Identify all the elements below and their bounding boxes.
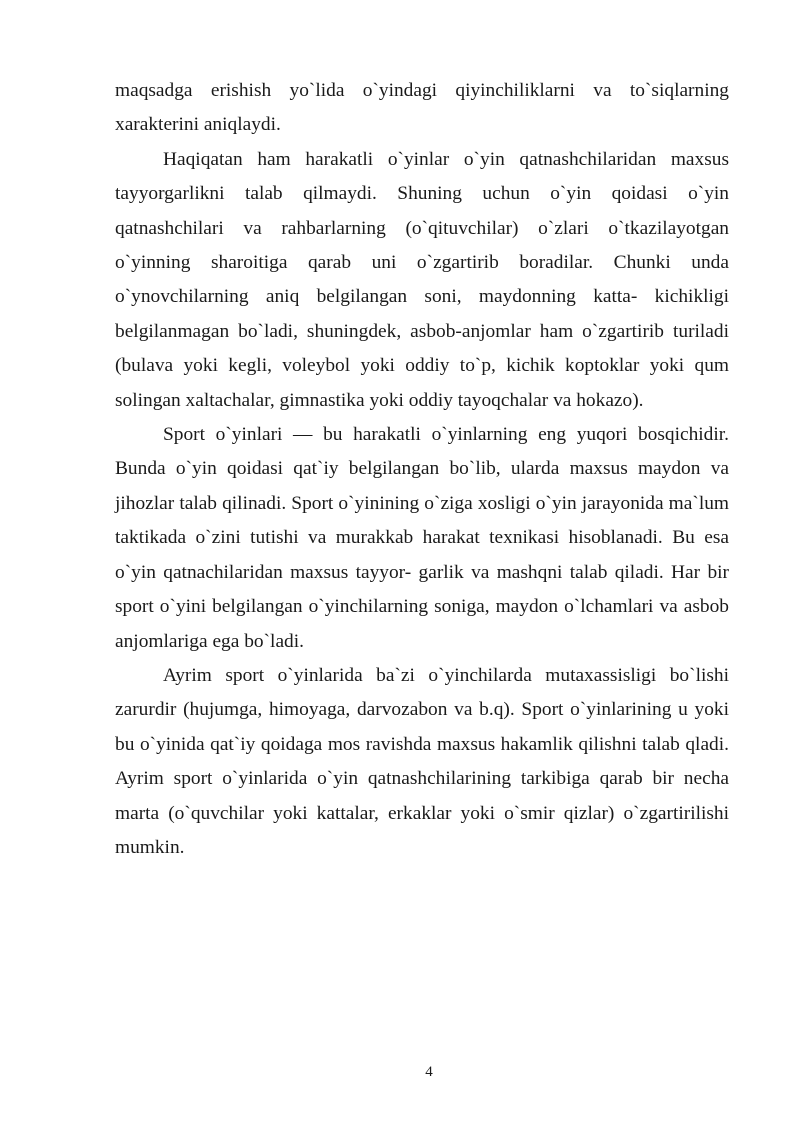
paragraph-sport-oyinlari: Sport o`yinlari — bu harakatli o`yinlarning eng yuqori bosqichidir. Bunda o`yin qoidasi qat`iy belgilangan bo`lib, ularda maxsus maydon va jihozlar talab qilinadi. Sport o`yinining o`ziga xosligi o`yin jarayonida ma`lum taktikada o`zini tutishi va murakkab harakat texnikasi hisoblanadi. Bu esa o`yin qatnachilaridan maxsus tayyor- garlik va mashqni talab qiladi. Har bir sport o`yini belgilangan o`yinchilarning soniga, maydon o`lchamlari va asbob anjomlariga ega bo`ladi. bbox=[115, 424, 729, 652]
body-text bbox=[115, 74, 729, 865]
paragraph-harakatli-oyinlar: Haqiqatan ham harakatli o`yinlar o`yin qatnashchilaridan maxsus tayyorgarlikni talab qilmaydi. Shuning uchun o`yin qoidasi o`yin qatnashchilari va rahbarlarning (o`qituvchilar) o`zlari o`tkazilayotgan o`yinning sharoitiga qarab uni o`zgartirib boradilar. Chunki unda o`ynovchilarning aniq belgilangan soni, maydonning katta- kichikligi belgilanmagan bo`ladi, shuningdek, asbob-anjomlar ham o`zgartirib turiladi (bulava yoki kegli, voleybol yoki oddiy to`p, kichik koptoklar yoki qum solingan xaltachalar, gimnastika yoki oddiy tayoqchalar va hokazo). bbox=[115, 148, 729, 411]
paragraph-continuation: maqsadga erishish yo`lida o`yindagi qiyinchiliklarni va to`siqlarning xarakterini aniqlaydi. bbox=[115, 80, 729, 136]
page-number: 4 bbox=[425, 1064, 433, 1080]
paragraph-ayrim-sport-oyinlari: Ayrim sport o`yinlarida ba`zi o`yinchilarda mutaxassisligi bo`lishi zarurdir (hujumga, himoyaga, darvozabon va b.q). Sport o`yinlarining u yoki bu o`yinida qat`iy qoidaga mos ravishda maxsus hakamlik qilishni talab qladi. Ayrim sport o`yinlarida o`yin qatnashchilarining tarkibiga qarab bir necha marta (o`quvchilar yoki kattalar, erkaklar yoki o`smir qizlar) o`zgartirilishi mumkin. bbox=[115, 664, 729, 858]
